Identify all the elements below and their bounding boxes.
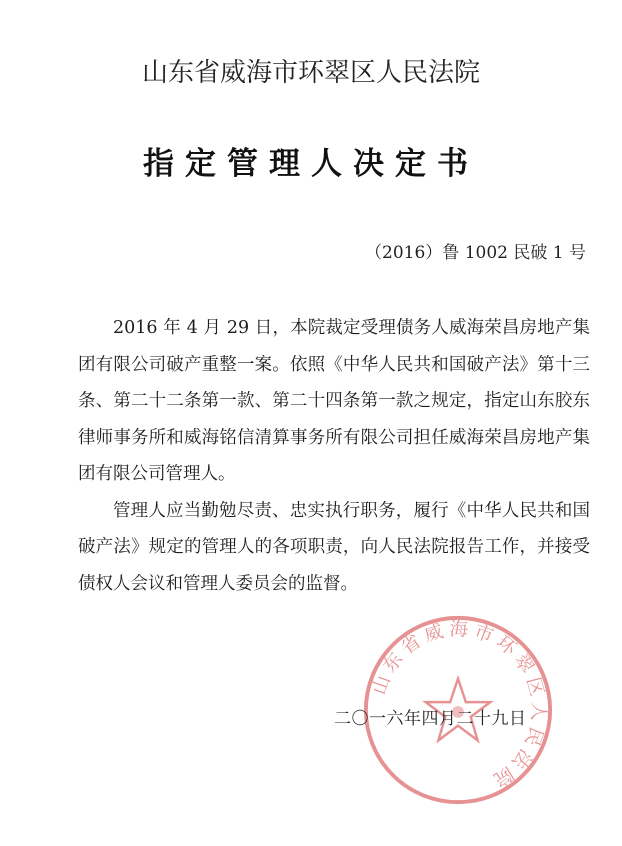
court-name: 山东省威海市环翠区人民法院 — [141, 58, 480, 88]
case-number: （2016）鲁 1002 民破 1 号 — [365, 243, 586, 263]
paragraph-2: 管理人应当勤勉尽责、忠实执行职务，履行《中华人民共和国破产法》规定的管理人的各项职责，向人民法院报告工作，并接受债权人会议和管理人委员会的监督。 — [78, 500, 590, 594]
decision-date: 二〇一六年四月二十九日 — [334, 709, 527, 729]
svg-text:山东省威海市环翠区人民法院: 山东省威海市环翠区人民法院 — [368, 619, 549, 793]
decision-body — [78, 310, 590, 602]
document-title: 指定管理人决定书 — [143, 146, 479, 182]
paragraph-1: 2016 年 4 月 29 日，本院裁定受理债务人威海荣昌房地产集团有限公司破产重整一案。依照《中华人民共和国破产法》第十三条、第二十二条第一款、第二十四条第一款之规定，指定山东胶东律师事务所和威海铭信清算事务所有限公司担任威海荣昌房地产集团有限公司管理人。 — [78, 318, 590, 484]
